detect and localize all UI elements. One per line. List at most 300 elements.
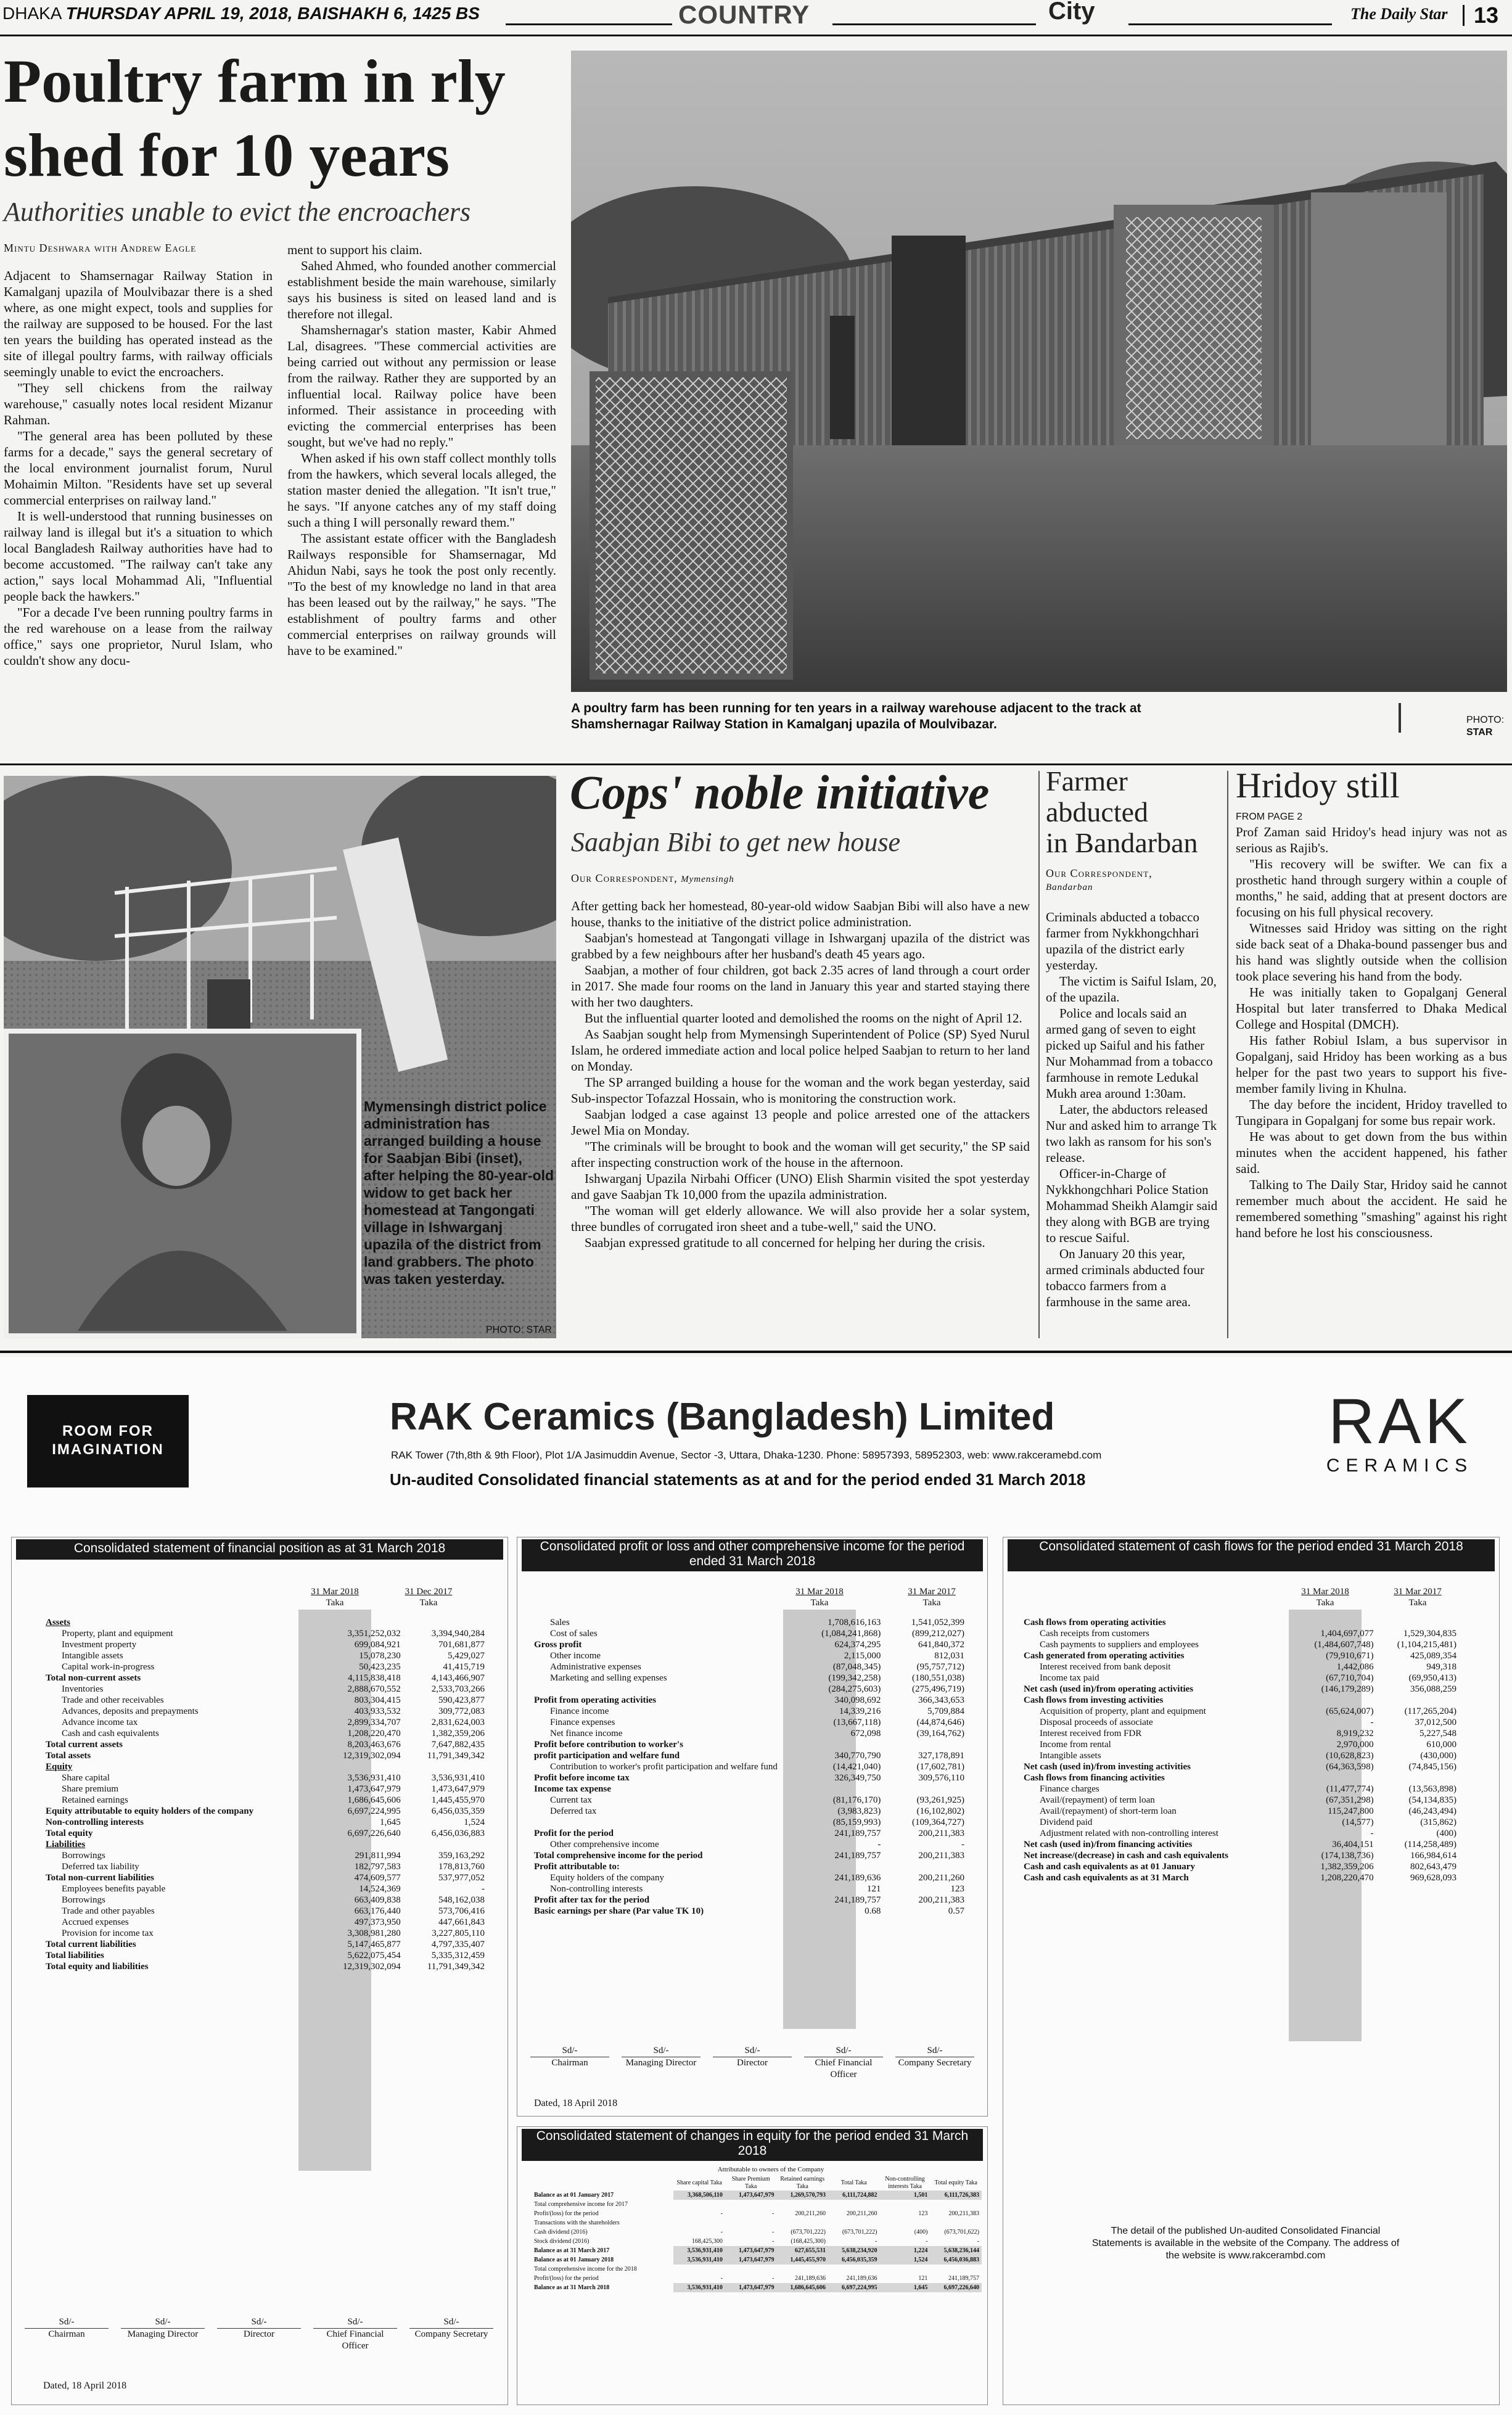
value-current: 2,970,000 bbox=[1336, 1740, 1374, 1750]
value-prior: 1,473,647,979 bbox=[431, 1784, 485, 1794]
cf-col1-currency: Taka bbox=[1316, 1598, 1334, 1608]
value-prior: 4,797,335,407 bbox=[431, 1940, 485, 1949]
value-current: 12,319,302,094 bbox=[343, 1751, 401, 1761]
signatory-title: Chairman bbox=[530, 2057, 609, 2069]
signature-mark: Sd/- bbox=[155, 2317, 171, 2327]
pl-col-head-2 bbox=[895, 1586, 968, 1608]
cf-footnote: The detail of the published Un-audited Consolidated Financial Statements is available in the website of the Company. The address of the website is www.rakcerambd.com bbox=[1091, 2226, 1400, 2261]
ce-value bbox=[776, 2265, 828, 2274]
table-row bbox=[1021, 1750, 1459, 1761]
ce-value bbox=[673, 2265, 725, 2274]
ce-attrib: Attributable to owners of the Company bbox=[717, 2166, 824, 2173]
signature-mark: Sd/- bbox=[927, 2046, 943, 2055]
value-current: 3,351,252,032 bbox=[347, 1629, 401, 1639]
signatory bbox=[615, 2045, 707, 2069]
value-current: (79,910,671) bbox=[1326, 1651, 1374, 1661]
table-row bbox=[43, 1750, 487, 1761]
value-prior: (74,845,156) bbox=[1408, 1762, 1457, 1772]
ce-value bbox=[930, 2200, 982, 2209]
row-label: Dividend paid bbox=[1040, 1817, 1093, 1827]
story1-para: Sahed Ahmed, who founded another commercial establishment beside the main warehouse, similarly says his business is sited on leased land and is therefore not illegal. bbox=[287, 258, 556, 321]
story3-byline-name: Our Correspondent, bbox=[1046, 867, 1152, 879]
value-current: 2,888,670,552 bbox=[347, 1684, 401, 1694]
table-row bbox=[532, 1617, 967, 1628]
value-prior: 6,456,036,883 bbox=[431, 1829, 485, 1838]
row-label: Interest received from bank deposit bbox=[1040, 1662, 1171, 1672]
row-label: Contribution to worker's profit participation and welfare fund bbox=[550, 1762, 778, 1772]
table-row bbox=[1021, 1772, 1459, 1783]
masthead-rule-mid bbox=[832, 23, 1036, 25]
ce-value: 241,189,757 bbox=[948, 2275, 979, 2282]
value-prior: 610,000 bbox=[1426, 1740, 1457, 1750]
value-prior: (899,212,027) bbox=[912, 1629, 964, 1639]
cf-col2-date: 31 Mar 2017 bbox=[1394, 1587, 1442, 1597]
table-row bbox=[532, 1739, 967, 1750]
value-prior: - bbox=[961, 1840, 964, 1849]
value-current: 1,442,086 bbox=[1336, 1662, 1374, 1672]
masthead-bottom-rule bbox=[0, 35, 1512, 36]
row-label: Administrative expenses bbox=[550, 1662, 641, 1672]
value-prior: (16,102,802) bbox=[916, 1806, 964, 1816]
value-current: 6,697,224,995 bbox=[347, 1806, 401, 1816]
ce-value: - bbox=[772, 2238, 774, 2245]
ce-title: Consolidated statement of changes in equity for the period ended 31 March 2018 bbox=[522, 2129, 983, 2161]
ce-value: 241,189,636 bbox=[794, 2275, 826, 2282]
table-row bbox=[1021, 1761, 1459, 1772]
value-prior: (13,563,898) bbox=[1408, 1784, 1457, 1794]
table-row bbox=[532, 1817, 967, 1828]
ce-value: (400) bbox=[914, 2229, 928, 2236]
row-label: Total comprehensive income for the period bbox=[534, 1851, 703, 1861]
table-row bbox=[43, 1895, 487, 1906]
value-prior: 802,643,479 bbox=[1410, 1862, 1457, 1872]
value-current: (1,484,607,748) bbox=[1314, 1640, 1374, 1650]
ce-value bbox=[930, 2265, 982, 2274]
row-label: Advances, deposits and prepayments bbox=[62, 1706, 199, 1716]
signature-mark: Sd/- bbox=[59, 2317, 75, 2327]
story2-byline-place: Mymensingh bbox=[681, 874, 734, 884]
ce-value: - bbox=[926, 2238, 928, 2245]
row-label: Intangible assets bbox=[1040, 1751, 1101, 1761]
story1-para: "For a decade I've been running poultry farms in the red warehouse on a lease from the railway office," says one proprietor, Nurul Islam, who couldn't show any docu- bbox=[4, 605, 273, 668]
story4-para: He was initially taken to Gopalganj General Hospital but later transferred to Dhaka Medical College and Hospital (DMCH). bbox=[1236, 985, 1507, 1032]
ce-value: 241,189,636 bbox=[846, 2275, 877, 2282]
value-current: 663,409,838 bbox=[354, 1895, 401, 1905]
value-prior: (54,134,835) bbox=[1408, 1795, 1457, 1805]
value-current bbox=[319, 1617, 403, 1628]
story1-para: "The general area has been polluted by these farms for a decade," says the general secretary of the local environment journalist forum, Nurul Mohaimin Milton. "Residents have set up several commercial enterprises on railway land." bbox=[4, 429, 273, 508]
value-current: 36,404,151 bbox=[1332, 1840, 1374, 1849]
cf-title: Consolidated statement of cash flows for the period ended 31 March 2018 bbox=[1008, 1539, 1495, 1571]
row-label: Profit for the period bbox=[534, 1829, 614, 1838]
story2-para: The SP arranged building a house for the woman and the work began yesterday, said Sub-inspector Tofazzal Hossain, who is monitoring the construction work. bbox=[571, 1075, 1030, 1106]
value-current: 121 bbox=[866, 1884, 881, 1894]
pl-col-head-1 bbox=[783, 1586, 856, 1608]
ce-value: 627,655,531 bbox=[776, 2246, 828, 2255]
value-prior: 1,524 bbox=[464, 1817, 485, 1827]
value-prior: 548,162,038 bbox=[438, 1895, 485, 1905]
signatory-title: Director bbox=[713, 2057, 792, 2069]
table-row bbox=[43, 1695, 487, 1706]
story2-byline-name: Our Correspondent, bbox=[571, 872, 678, 884]
ce-value bbox=[776, 2218, 828, 2228]
ce-value: 1,445,455,970 bbox=[776, 2255, 828, 2265]
story1-para: ment to support his claim. bbox=[287, 242, 422, 257]
row-label: Total non-current assets bbox=[46, 1673, 141, 1683]
value-current: (284,275,603) bbox=[828, 1684, 881, 1694]
value-prior: 37,012,500 bbox=[1415, 1718, 1457, 1727]
ce-value: (673,701,622) bbox=[944, 2229, 979, 2236]
row-label: Disposal proceeds of associate bbox=[1040, 1718, 1153, 1727]
ce-value: (673,701,222) bbox=[791, 2229, 826, 2236]
table-row bbox=[532, 1672, 967, 1684]
signature-mark: Sd/- bbox=[836, 2046, 852, 2055]
row-label: Profit attributable to: bbox=[534, 1862, 620, 1872]
row-label: Cash flows from financing activities bbox=[1024, 1773, 1165, 1783]
table-row bbox=[43, 1772, 487, 1783]
fp-col1-currency: Taka bbox=[326, 1598, 344, 1608]
value-current: 14,524,369 bbox=[359, 1884, 401, 1894]
value-current: 1,473,647,979 bbox=[347, 1784, 401, 1794]
value-current: 2,115,000 bbox=[844, 1651, 881, 1661]
value-current: 5,622,075,454 bbox=[347, 1951, 401, 1960]
value-current bbox=[319, 1761, 403, 1772]
value-prior: 5,227,548 bbox=[1420, 1729, 1457, 1738]
table-row bbox=[43, 1672, 487, 1684]
row-label: profit participation and welfare fund bbox=[534, 1751, 680, 1761]
row-label: Total assets bbox=[46, 1751, 91, 1761]
value-current: 699,084,921 bbox=[354, 1640, 401, 1650]
value-prior: 178,813,760 bbox=[438, 1862, 485, 1872]
table-row bbox=[43, 1684, 487, 1695]
row-label: Non-controlling interests bbox=[46, 1817, 144, 1827]
value-current: 663,176,440 bbox=[354, 1906, 401, 1916]
story3-para: Later, the abductors released Nur and asked him to arrange Tk two lakh as ransom for his son's release. bbox=[1046, 1102, 1217, 1165]
row-label: Cash and cash equivalents as at 31 March bbox=[1024, 1873, 1189, 1883]
ce-value bbox=[725, 2218, 777, 2228]
signatory-title: Company Secretary bbox=[895, 2057, 974, 2069]
value-prior: 701,681,877 bbox=[438, 1640, 485, 1650]
ce-value: 1,473,647,979 bbox=[725, 2255, 777, 2265]
ce-row bbox=[532, 2265, 982, 2274]
story4-para: The day before the incident, Hridoy travelled to Tungipara in Gopalganj for some bus repair work. bbox=[1236, 1097, 1507, 1128]
table-row bbox=[532, 1828, 967, 1839]
story4-from-page: FROM PAGE 2 bbox=[1236, 812, 1303, 822]
ad-tagline-box bbox=[27, 1395, 189, 1487]
value-current: 624,374,295 bbox=[834, 1640, 881, 1650]
story1-para: The assistant estate officer with the Bangladesh Railways responsible for Shamsernagar, Md Ahidun Nabi, says he took the post only recently. "To the best of my knowledge no land in that area has been leased out by the railway," he says. "The establishment of poultry farms and other commercial enterprises on railway grounds will have to be examined." bbox=[287, 531, 556, 658]
row-label: Interest received from FDR bbox=[1040, 1729, 1142, 1738]
value-current: 326,349,750 bbox=[834, 1773, 881, 1783]
ce-value: 168,425,300 bbox=[691, 2238, 723, 2245]
ce-value: 1,645 bbox=[880, 2283, 931, 2292]
value-current: 8,919,232 bbox=[1336, 1729, 1374, 1738]
value-current: 672,098 bbox=[850, 1729, 881, 1738]
value-prior: 3,536,931,410 bbox=[431, 1773, 485, 1783]
story4-para: Witnesses said Hridoy was sitting on the right side back seat of a Dhaka-bound passenger bus and his hand was slightly outside when the collision took place severing his hand from the body. bbox=[1236, 921, 1507, 984]
pl-title: Consolidated profit or loss and other comprehensive income for the period ended 31 March 2018 bbox=[522, 1539, 983, 1571]
row-label: Total non-current liabilities bbox=[46, 1873, 154, 1883]
paper-name: The Daily Star bbox=[1350, 5, 1448, 23]
signature-mark: Sd/- bbox=[653, 2046, 669, 2055]
fp-table bbox=[43, 1617, 487, 1972]
row-label: Acquisition of property, plant and equipment bbox=[1040, 1706, 1206, 1716]
fp-title: Consolidated statement of financial position as at 31 March 2018 bbox=[16, 1539, 503, 1560]
ce-value: 6,697,226,640 bbox=[930, 2283, 982, 2292]
cf-col1-date: 31 Mar 2018 bbox=[1301, 1587, 1349, 1597]
story3-body bbox=[1046, 909, 1218, 1310]
table-row bbox=[1021, 1650, 1459, 1661]
value-prior: 1,382,359,206 bbox=[431, 1729, 485, 1738]
value-current: 2,899,334,707 bbox=[347, 1718, 401, 1727]
row-label: Net cash (used in)/from investing activities bbox=[1024, 1762, 1191, 1772]
row-label: Share premium bbox=[62, 1784, 119, 1794]
value-prior: 200,211,260 bbox=[918, 1873, 964, 1883]
row-label: Cash generated from operating activities bbox=[1024, 1651, 1185, 1661]
table-row bbox=[532, 1806, 967, 1817]
table-row bbox=[1021, 1672, 1459, 1684]
ce-table bbox=[532, 2176, 982, 2292]
ce-value: - bbox=[772, 2210, 774, 2217]
ce-column-header: Share capital Taka bbox=[676, 2179, 722, 2186]
ce-row-label: Total comprehensive income for the 2018 bbox=[534, 2266, 637, 2273]
value-prior: 359,163,292 bbox=[438, 1851, 485, 1861]
fp-col-head-2 bbox=[392, 1586, 465, 1608]
value-prior: 969,628,093 bbox=[1410, 1873, 1457, 1883]
table-row bbox=[1021, 1639, 1459, 1650]
ce-value: - bbox=[720, 2229, 723, 2236]
ce-value: 3,536,931,410 bbox=[673, 2255, 725, 2265]
ce-value: 1,686,645,606 bbox=[776, 2283, 828, 2292]
value-prior: 573,706,416 bbox=[438, 1906, 485, 1916]
ce-value: 3,368,506,110 bbox=[673, 2191, 725, 2200]
row-label: Retained earnings bbox=[62, 1795, 128, 1805]
value-prior: 537,977,052 bbox=[438, 1873, 485, 1883]
ad-tagline-line2: IMAGINATION bbox=[52, 1441, 164, 1458]
value-current bbox=[1293, 1617, 1376, 1628]
table-row bbox=[532, 1717, 967, 1728]
row-label: Cost of sales bbox=[550, 1629, 598, 1639]
value-current: 497,373,950 bbox=[354, 1917, 401, 1927]
story2-para: Ishwarganj Upazila Nirbahi Officer (UNO) Elish Sharmin visited the spot yesterday and gave Saabjan Tk 10,000 from the upazila administration. bbox=[571, 1171, 1030, 1202]
value-prior: 0.57 bbox=[948, 1906, 964, 1916]
value-prior: (1,104,215,481) bbox=[1397, 1640, 1457, 1650]
row-label: Property, plant and equipment bbox=[62, 1629, 173, 1639]
value-current: 1,208,220,470 bbox=[1320, 1873, 1374, 1883]
photo-credit-label: PHOTO: bbox=[1466, 715, 1505, 725]
story3-para: On January 20 this year, armed criminals abducted four tobacco farmers from a farmhouse in the same area. bbox=[1046, 1246, 1205, 1309]
table-row bbox=[532, 1795, 967, 1806]
value-current: (146,179,289) bbox=[1321, 1684, 1374, 1694]
warehouse-photo-illustration bbox=[571, 51, 1507, 692]
row-label: Borrowings bbox=[62, 1851, 105, 1861]
signatory bbox=[889, 2045, 980, 2069]
cf-col2-currency: Taka bbox=[1408, 1598, 1427, 1608]
story3-para: The victim is Saiful Islam, 20, of the upazila. bbox=[1046, 974, 1217, 1005]
value-prior: (69,950,413) bbox=[1408, 1673, 1457, 1683]
photo-credit-name: STAR bbox=[1466, 727, 1493, 738]
row-label: Cash payments to suppliers and employees bbox=[1040, 1640, 1199, 1650]
row-label: Avail/(repayment) of short-term loan bbox=[1040, 1806, 1177, 1816]
table-row bbox=[43, 1817, 487, 1828]
value-current: (85,159,993) bbox=[832, 1817, 881, 1827]
story2-photo-credit: PHOTO: STAR bbox=[486, 1325, 552, 1335]
value-prior: 11,791,349,342 bbox=[427, 1962, 485, 1972]
story1-headline-line1: Poultry farm in rly bbox=[4, 47, 506, 115]
ce-value: 200,211,260 bbox=[795, 2210, 826, 2217]
value-prior: 327,178,891 bbox=[918, 1751, 964, 1761]
ce-row bbox=[532, 2200, 982, 2209]
fp-dated: Dated, 18 April 2018 bbox=[43, 2380, 127, 2391]
table-row bbox=[1021, 1817, 1459, 1828]
value-current: 241,189,757 bbox=[834, 1829, 881, 1838]
ce-column-header: Share Premium Taka bbox=[731, 2176, 770, 2190]
ce-value: 200,211,383 bbox=[948, 2210, 979, 2217]
pl-col2-currency: Taka bbox=[922, 1598, 941, 1608]
table-row bbox=[43, 1706, 487, 1717]
row-label: Sales bbox=[550, 1618, 570, 1627]
value-current: 1,645 bbox=[380, 1817, 401, 1827]
row-label: Adjustment related with non-controlling interest bbox=[1040, 1829, 1218, 1838]
row-label: Cash receipts from customers bbox=[1040, 1629, 1149, 1639]
pl-dated: Dated, 18 April 2018 bbox=[534, 2098, 618, 2108]
row-label: Advance income tax bbox=[62, 1718, 138, 1727]
value-prior: 447,661,843 bbox=[438, 1917, 485, 1927]
story2-byline bbox=[571, 872, 734, 885]
cf-table bbox=[1021, 1617, 1459, 1883]
table-row bbox=[532, 1761, 967, 1772]
ce-value: 6,456,035,359 bbox=[828, 2255, 880, 2265]
value-prior: 3,394,940,284 bbox=[431, 1629, 485, 1639]
story1-para: It is well-understood that running businesses on railway land is illegal but it's a situation to which local Bangladesh Railway authorities have had to become accustomed. "The railway can't take any action," says local Mohammad Ali, "Influential people back the hawkers." bbox=[4, 509, 273, 604]
table-row bbox=[532, 1850, 967, 1861]
value-prior: (430,000) bbox=[1420, 1751, 1457, 1761]
pl-col1-date: 31 Mar 2018 bbox=[795, 1587, 844, 1597]
value-current: 3,536,931,410 bbox=[347, 1773, 401, 1783]
value-prior bbox=[883, 1861, 967, 1872]
table-row bbox=[43, 1806, 487, 1817]
value-current: 6,697,226,640 bbox=[347, 1829, 401, 1838]
value-current: (174,138,736) bbox=[1321, 1851, 1374, 1861]
value-prior: 309,772,083 bbox=[438, 1706, 485, 1716]
ce-row-label: Balance as at 31 March 2017 bbox=[534, 2247, 610, 2254]
table-row bbox=[43, 1639, 487, 1650]
story3-byline-place: Bandarban bbox=[1046, 882, 1093, 892]
table-row bbox=[43, 1883, 487, 1895]
dateline-city: DHAKA bbox=[2, 4, 61, 23]
value-current: 1,686,645,606 bbox=[347, 1795, 401, 1805]
value-prior: 425,089,354 bbox=[1410, 1651, 1457, 1661]
ce-value bbox=[776, 2200, 828, 2209]
row-label: Assets bbox=[46, 1618, 70, 1627]
row-label: Total current assets bbox=[46, 1740, 123, 1750]
value-current: 474,609,577 bbox=[354, 1873, 401, 1883]
value-prior: 41,415,719 bbox=[443, 1662, 485, 1672]
value-prior bbox=[1376, 1772, 1459, 1783]
value-current: 241,189,757 bbox=[834, 1895, 881, 1905]
value-current: (14,577) bbox=[1342, 1817, 1374, 1827]
table-row bbox=[532, 1639, 967, 1650]
value-current: 12,319,302,094 bbox=[343, 1962, 401, 1972]
value-prior: 356,088,259 bbox=[1410, 1684, 1457, 1694]
row-label: Trade and other payables bbox=[62, 1906, 155, 1916]
ce-row-label: Balance as at 01 January 2017 bbox=[534, 2192, 614, 2199]
table-row bbox=[43, 1783, 487, 1795]
value-current: (64,363,598) bbox=[1326, 1762, 1374, 1772]
value-current: 803,304,415 bbox=[354, 1695, 401, 1705]
table-row bbox=[43, 1850, 487, 1861]
caption-divider bbox=[1399, 703, 1401, 733]
ce-value: 6,111,724,882 bbox=[828, 2191, 880, 2200]
value-current: 15,078,230 bbox=[359, 1651, 401, 1661]
table-row bbox=[1021, 1828, 1459, 1839]
ce-value bbox=[828, 2200, 880, 2209]
value-prior: 11,791,349,342 bbox=[427, 1751, 485, 1761]
row-label: Gross profit bbox=[534, 1640, 582, 1650]
value-current: 291,811,994 bbox=[355, 1851, 401, 1861]
table-row bbox=[1021, 1695, 1459, 1706]
ce-row-label: Profit/(loss) for the period bbox=[534, 2210, 599, 2217]
fp-signatures bbox=[18, 2316, 499, 2351]
story1-photo-credit bbox=[1466, 714, 1504, 739]
table-row bbox=[43, 1828, 487, 1839]
signatory bbox=[211, 2316, 307, 2340]
value-current: 1,708,616,163 bbox=[828, 1618, 881, 1627]
row-label: Cash and cash equivalents as at 01 January bbox=[1024, 1862, 1195, 1872]
ce-value: 1,501 bbox=[880, 2191, 931, 2200]
row-label: Total liabilities bbox=[46, 1951, 104, 1960]
story2-photo-caption: Mymensingh district police administration has arranged building a house for Saabjan Bibi (inset), after helping the 80-year-old widow to get back her homestead at Tangongati village in Ishwarganj upazila of the district from land grabbers. The photo was taken yesterday. bbox=[364, 1098, 554, 1287]
row-label: Profit before income tax bbox=[534, 1773, 630, 1783]
value-prior: 200,211,383 bbox=[918, 1829, 964, 1838]
table-row bbox=[532, 1839, 967, 1850]
row-label: Employees benefits payable bbox=[62, 1884, 166, 1894]
story2-para: After getting back her homestead, 80-year-old widow Saabjan Bibi will also have a new house, thanks to the initiative of the district police administration. bbox=[571, 899, 1030, 929]
table-row bbox=[1021, 1684, 1459, 1695]
value-prior: 309,576,110 bbox=[918, 1773, 964, 1783]
ce-value: 6,697,224,995 bbox=[828, 2283, 880, 2292]
row-label: Income tax expense bbox=[534, 1784, 611, 1794]
ce-row bbox=[532, 2255, 982, 2265]
row-label: Equity bbox=[46, 1762, 73, 1772]
table-row bbox=[43, 1872, 487, 1883]
signatory bbox=[798, 2045, 889, 2081]
ce-value: 6,111,726,383 bbox=[930, 2191, 982, 2200]
value-prior: 5,429,027 bbox=[448, 1651, 485, 1661]
value-current: (67,351,298) bbox=[1326, 1795, 1374, 1805]
value-current bbox=[319, 1839, 403, 1850]
value-current: 0.68 bbox=[865, 1906, 881, 1916]
ad-top-rule bbox=[0, 1351, 1512, 1353]
value-prior: 123 bbox=[950, 1884, 964, 1894]
ce-value: 5,638,234,920 bbox=[828, 2246, 880, 2255]
value-prior bbox=[403, 1617, 487, 1628]
value-current: (14,421,040) bbox=[832, 1762, 881, 1772]
ce-value: - bbox=[720, 2210, 723, 2217]
value-current: (10,628,823) bbox=[1326, 1751, 1374, 1761]
row-label: Current tax bbox=[550, 1795, 592, 1805]
story4-body bbox=[1236, 824, 1507, 1241]
table-row bbox=[532, 1695, 967, 1706]
value-prior bbox=[403, 1761, 487, 1772]
value-prior: 2,533,703,266 bbox=[431, 1684, 485, 1694]
signature-mark: Sd/- bbox=[347, 2317, 363, 2327]
value-current: (87,048,345) bbox=[832, 1662, 881, 1672]
fp-col1-date: 31 Mar 2018 bbox=[311, 1587, 359, 1597]
value-current: 3,308,981,280 bbox=[347, 1928, 401, 1938]
table-row bbox=[532, 1661, 967, 1672]
value-current: 1,382,359,206 bbox=[1320, 1862, 1374, 1872]
